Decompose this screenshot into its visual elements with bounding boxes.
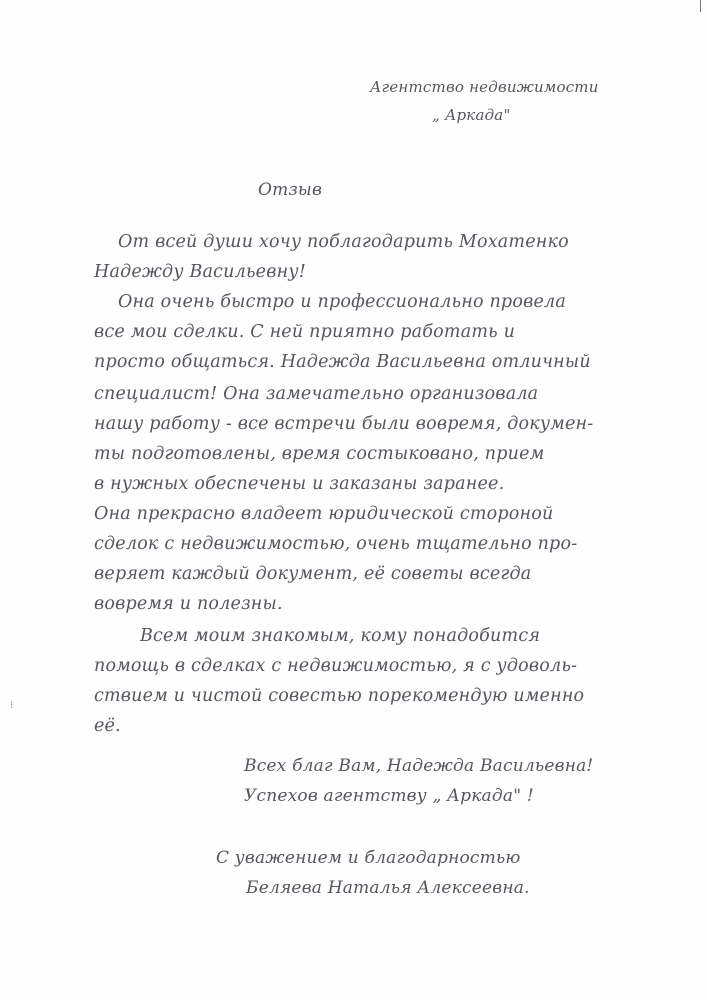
body-line: её. (94, 716, 121, 736)
body-line: Надежду Васильевну! (94, 262, 306, 282)
body-line: Всем моим знакомым, кому понадобится (140, 626, 541, 646)
body-line: веряет каждый документ, её советы всегда (94, 564, 532, 584)
body-line: вовремя и полезны. (94, 594, 283, 614)
body-line: Она очень быстро и профессионально провела (118, 292, 566, 312)
letter-title: Отзыв (258, 180, 323, 200)
body-line: От всей души хочу поблагодарить Мохатенко (118, 232, 569, 252)
body-line: специалист! Она замечательно организовала (94, 384, 539, 404)
header-agency-name: „ Аркада" (432, 106, 511, 124)
page-edge-mark (700, 0, 701, 12)
body-line: помощь в сделках с недвижимостью, я с удоволь- (94, 656, 578, 676)
body-line: ствием и чистой совестью порекомендую именно (94, 686, 585, 706)
body-line: сделок с недвижимостью, очень тщательно про- (94, 534, 578, 554)
body-line: нашу работу - все встречи были вовремя, докумен- (94, 414, 594, 434)
header-agency-line: Агентство недвижимости (370, 78, 599, 96)
closing-line: Всех благ Вам, Надежда Васильевна! (244, 756, 594, 776)
body-line: все мои сделки. С ней приятно работать и (94, 322, 516, 342)
body-line: просто общаться. Надежда Васильевна отличный (94, 352, 591, 372)
signature-line: С уважением и благодарностью (216, 848, 521, 868)
margin-mark: ⁝ (10, 700, 14, 711)
body-line: ты подготовлены, время состыковано, прием (94, 444, 545, 464)
signature-name: Беляева Наталья Алексеевна. (246, 878, 530, 898)
body-line: в нужных обеспечены и заказаны заранее. (94, 474, 505, 494)
closing-line: Успехов агентству „ Аркада" ! (244, 786, 534, 806)
body-line: Она прекрасно владеет юридической стороной (94, 504, 554, 524)
